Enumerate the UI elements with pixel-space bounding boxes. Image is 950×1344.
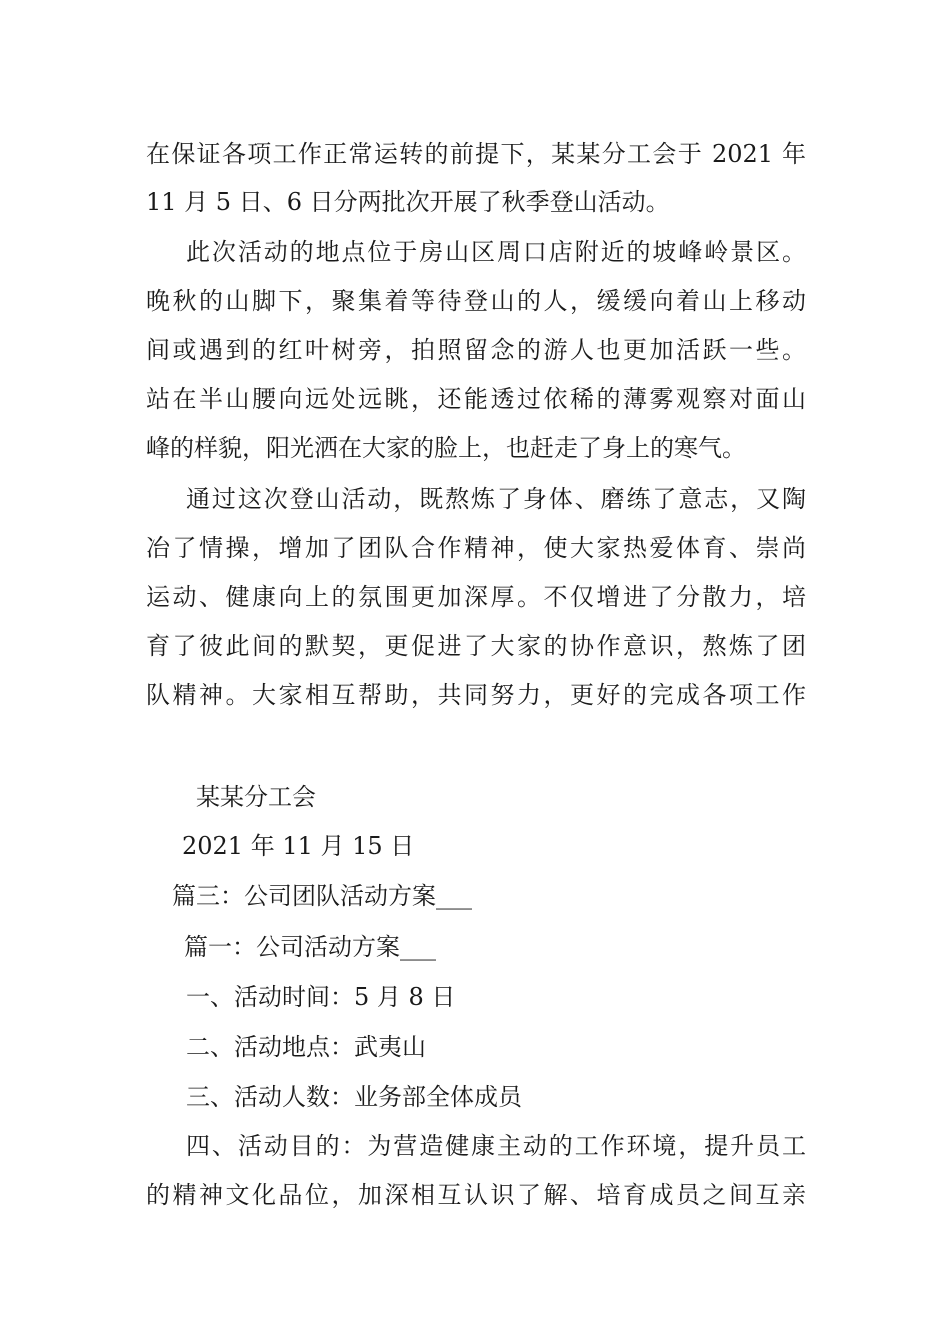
item-activity-location: 二、活动地点：武夷山: [186, 1033, 426, 1061]
section-3-title: 篇三：公司团队活动方案___: [172, 882, 472, 910]
signature-date: 2021 年 11 月 15 日: [182, 832, 415, 860]
paragraph-1-line-1: 在保证各项工作正常运转的前提下，某某分工会于 2021 年: [146, 140, 806, 168]
paragraph-3-line-4: 育了彼此间的默契，更促进了大家的协作意识，熬炼了团: [146, 632, 806, 660]
item-activity-time: 一、活动时间：5 月 8 日: [186, 983, 456, 1011]
paragraph-3-line-3: 运动、健康向上的氛围更加深厚。不仅增进了分散力，培: [146, 583, 806, 611]
item-activity-participants: 三、活动人数：业务部全体成员: [186, 1083, 522, 1111]
section-1-title: 篇一：公司活动方案___: [184, 933, 436, 961]
paragraph-2-line-3: 间或遇到的红叶树旁，拍照留念的游人也更加活跃一些。: [146, 336, 806, 364]
paragraph-3-line-2: 冶了情操，增加了团队合作精神，使大家热爱体育、崇尚: [146, 534, 806, 562]
paragraph-2-line-4: 站在半山腰向远处远眺，还能透过依稀的薄雾观察对面山: [146, 385, 806, 413]
paragraph-2-line-2: 晚秋的山脚下，聚集着等待登山的人，缓缓向着山上移动: [146, 287, 806, 315]
paragraph-2-line-1: 此次活动的地点位于房山区周口店附近的坡峰岭景区。: [186, 238, 806, 266]
paragraph-3-line-5: 队精神。大家相互帮助，共同努力，更好的完成各项工作: [146, 681, 806, 709]
paragraph-1-line-2: 11 月 5 日、6 日分两批次开展了秋季登山活动。: [146, 188, 670, 216]
paragraph-2-line-5: 峰的样貌，阳光洒在大家的脸上，也赶走了身上的寒气。: [146, 434, 746, 462]
paragraph-4-line-2: 的精神文化品位，加深相互认识了解、培育成员之间互亲: [146, 1181, 806, 1209]
paragraph-4-line-1: 四、活动目的：为营造健康主动的工作环境，提升员工: [186, 1132, 806, 1160]
paragraph-3-line-1: 通过这次登山活动，既熬炼了身体、磨练了意志，又陶: [186, 485, 806, 513]
signature-org: 某某分工会: [196, 783, 316, 811]
